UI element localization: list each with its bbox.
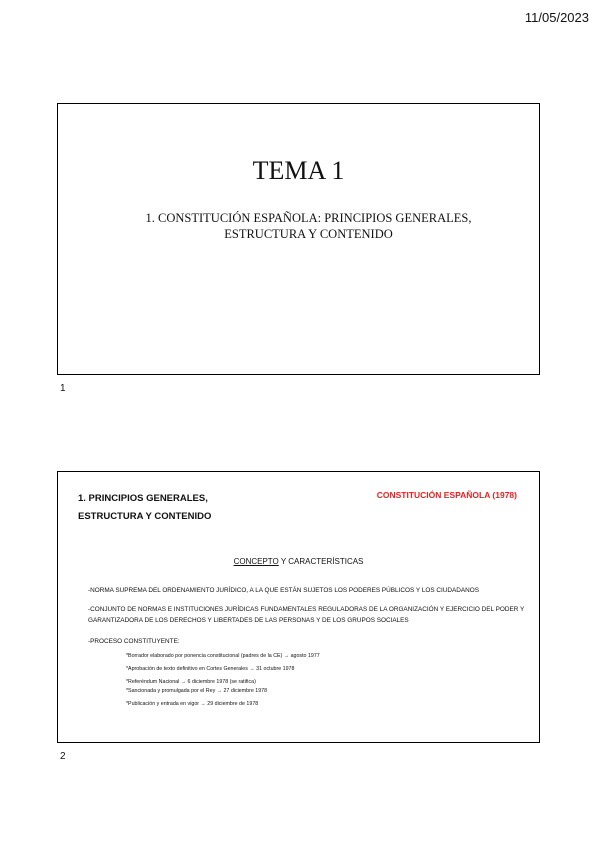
slide-subtitle <box>118 210 499 242</box>
concept-rest: Y CARACTERÍSTICAS <box>278 557 364 566</box>
subtitle-line-1: 1. CONSTITUCIÓN ESPAÑOLA: PRINCIPIOS GENERALES, <box>145 211 472 225</box>
sub-list-item: *Aprobación de texto definitivo en Cortes Generales → 31 octubre 1978 <box>126 666 295 672</box>
document-date: 11/05/2023 <box>524 10 589 25</box>
sub-list-item: *Sancionada y promulgada por el Rey → 27 diciembre 1978 <box>126 688 268 694</box>
subtitle-line-2: ESTRUCTURA Y CONTENIDO <box>224 227 393 241</box>
list-item: -CONJUNTO DE NORMAS E INSTITUCIONES JURÍDICAS FUNDAMENTALES REGULADORAS DE LA ORGANIZACIÓN Y EJERCICIO DEL PODER Y GARANTIZADORA DE LOS DERECHOS Y LIBERTADES DE LAS PERSONAS Y DE LOS GRUPOS SOCIALES <box>88 606 525 624</box>
sub-list-item: *Borrador elaborado por ponencia constitucional (padres de la CE) → agosto 1977 <box>126 653 320 659</box>
page-number-1: 1 <box>60 383 66 394</box>
section-heading-line-1: 1. PRINCIPIOS GENERALES, <box>78 493 208 504</box>
list-item: -NORMA SUPREMA DEL ORDENAMIENTO JURÍDICO, A LA QUE ESTÁN SUJETOS LOS PODERES PÚBLICOS Y LOS CIUDADANOS <box>88 587 479 594</box>
list-item: -PROCESO CONSTITUYENTE: <box>88 638 180 645</box>
section-heading <box>78 490 211 526</box>
slide-1 <box>57 103 540 375</box>
page-number-2: 2 <box>60 751 66 762</box>
concept-heading <box>58 557 539 566</box>
sub-list-item: *Referéndum Nacional → 6 diciembre 1978 (se ratifica) <box>126 679 256 685</box>
sub-list-item: *Publicación y entrada en vigor → 29 diciembre de 1978 <box>126 701 259 707</box>
slide-2 <box>57 471 540 743</box>
concept-underlined: CONCEPTO <box>233 557 279 566</box>
constitution-title: CONSTITUCIÓN ESPAÑOLA (1978) <box>376 490 517 500</box>
section-heading-line-2: ESTRUCTURA Y CONTENIDO <box>78 511 212 522</box>
slide-title: TEMA 1 <box>252 156 345 185</box>
